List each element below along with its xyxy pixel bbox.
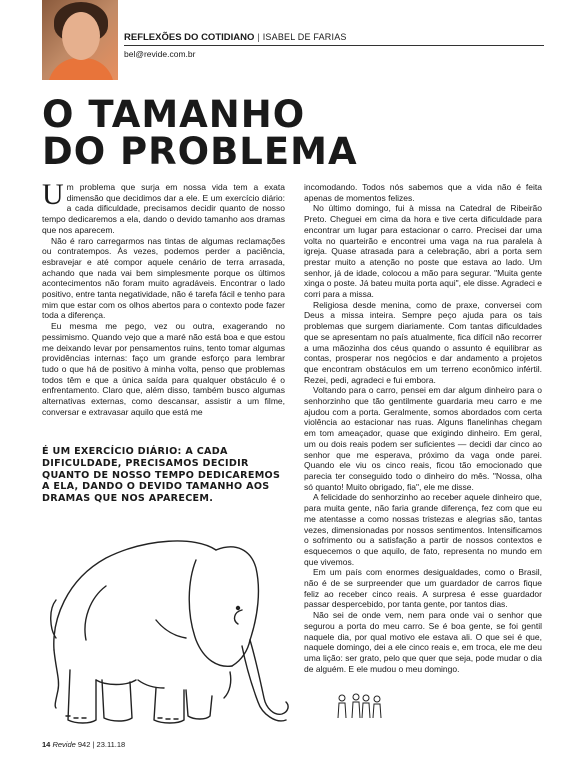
- paragraph: Não sei de onde vem, nem para onde vai o senhor que segurou a porta do meu carro. Se é boa gente, se foi gentil naquele dia, por qual motivo ele estava ali. O que sei é que, naquele domingo, dei a ele cinco reais e, em troca, ele me deu uma lição: ser grato, pelo que quer que seja, pode mudar o dia de alguém. E ele mudou o meu domingo.: [304, 610, 542, 674]
- right-column: [304, 182, 542, 674]
- author-name: ISABEL DE FARIAS: [262, 32, 347, 42]
- elephant-illustration: [46, 520, 296, 730]
- issue-date: 23.11.18: [96, 740, 126, 749]
- paragraph: Um problema que surja em nossa vida tem a exata dimensão que decidimos dar a ele. E um exercício diário: a cada dificuldade, precisamos decidir quanto de nosso tempo dedicaremos a ela, dando o devido tamanho aos dramas que nos aparecem.: [42, 178, 285, 235]
- paragraph: Voltando para o carro, pensei em dar algum dinheiro para o senhorzinho que tão gentilmente guardaria meu carro e me ajudou com a porta. Geralmente, somos abordados com certa violência ao estacionar nas ruas. Alguns flanelinhas chegam em tom ameaçador, quase que exigindo dinheiro. Em geral, um ou dois reais podem ser suficientes — decidi dar cinco ao senhor que me esperava, próximo da vaga onde parei. Quando ele viu os cinco reais, ficou tão emocionado que parecia ter conseguido todo o dinheiro do mês. "Nossa, olha só quanto! Muito obrigado, fia", ele me disse.: [304, 385, 542, 492]
- author-photo: [42, 0, 118, 80]
- paragraph: incomodando. Todos nós sabemos que a vida não é feita apenas de momentos felizes.: [304, 182, 542, 203]
- column-name: REFLEXÕES DO COTIDIANO: [124, 32, 255, 43]
- paragraph: A felicidade do senhorzinho ao receber aquele dinheiro que, para muita gente, não faria grande diferença, fez com que eu me atentasse a como nossas tristezas e alegrias são, tantas vezes, dimensionadas por nossos sentimentos. Intensificamos o sofrimento ou a satisfação a partir de nossos contextos e esquecemos o que aquilo, de fato, representa no mundo em que vivemos.: [304, 492, 542, 567]
- drop-cap: U: [42, 178, 64, 211]
- left-column: [42, 178, 285, 417]
- footer-separator: |: [92, 740, 95, 749]
- paragraph: Religiosa desde menina, como de praxe, conversei com Deus a missa inteira. Sempre peço ajuda para os tais problemas que surgem diariamente. Com tantas dificuldades que se apresentam no país atualmente, fica difícil não recorrer a uma mãozinha dos céus quando o assunto é equilibrar as contas, prosperar nos negócios e dar andamento a projetos que encontram obstáculos em um terreno econômico infértil. Rezei, pedi, agradeci e fui embora.: [304, 299, 542, 385]
- title-line-2: DO PROBLEMA: [42, 130, 358, 173]
- column-header: [124, 31, 347, 44]
- paragraph: No último domingo, fui à missa na Catedral de Ribeirão Preto. Cheguei em cima da hora e tive certa dificuldade para encontrar um lugar para estacionar o carro. Precisei dar uma volta no quarteirão e encontrei uma vaga na rua paralela à igreja. Quase atrasada para a celebração, abri a porta sem prestar muito a atenção no poste que estava ao lado. Um senhor, já de idade, colocou a mão para segurar. "Muita gente xinga o poste. Já bateu muita porta aqui", ele disse. Agradeci e corri para a missa.: [304, 203, 542, 300]
- page-number: 14: [42, 740, 51, 749]
- page-footer: [42, 740, 125, 749]
- title-line-1: O TAMANHO: [42, 93, 306, 136]
- header-rule: [124, 45, 544, 46]
- paragraph: Em um país com enormes desigualdades, como o Brasil, não é de se surpreender que um guardador de carros fique feliz ao receber cinco reais. A surpresa é esse guardador passar despercebido, por tanta gente, por tantos dias.: [304, 567, 542, 610]
- issue-number: 942: [77, 740, 91, 749]
- author-email: bel@revide.com.br: [124, 49, 196, 59]
- pull-quote: É UM EXERCÍCIO DIÁRIO: A CADA DIFICULDADE, PRECISAMOS DECIDIR QUANTO DE NOSSO TEMPO DEDICAREMOS A ELA, DANDO O DEVIDO TAMANHO AOS DRAMAS QUE NOS APARECEM.: [42, 446, 281, 505]
- paragraph: Eu mesma me pego, vez ou outra, exagerando no pessimismo. Quando vejo que a maré não está boa e que estou me deixando levar por pensamentos ruins, tento tomar algumas providências internas: faço um grande esforço para lembrar tudo o que há de positivo à minha volta, penso que problemas todos têm e que a única saída para qualquer obstáculo é o enfrentamento. Claro que, além disso, também busco algumas alternativas externas, como descansar, assistir a um filme, conversar e extravasar aquilo que está me: [42, 321, 285, 417]
- paragraph: Não é raro carregarmos nas tintas de algumas reclamações ou contratempos. Às vezes, podemos perder a paciência, esbravejar e até compor aquele cenário de terra arrasada, achando que nada vai bem simplesmente porque os últimos acontecimentos não foram muito agradáveis. Encontrar o lado positivo, entre tanta negatividade, não é tarefa fácil e tenho para mim que estar com os olhos abertos para o contexto pode fazer toda a diferença.: [42, 235, 285, 321]
- magazine-name: Revide: [52, 740, 76, 749]
- header-separator: |: [257, 32, 260, 42]
- article-title: [42, 93, 542, 173]
- people-illustration: [334, 690, 386, 722]
